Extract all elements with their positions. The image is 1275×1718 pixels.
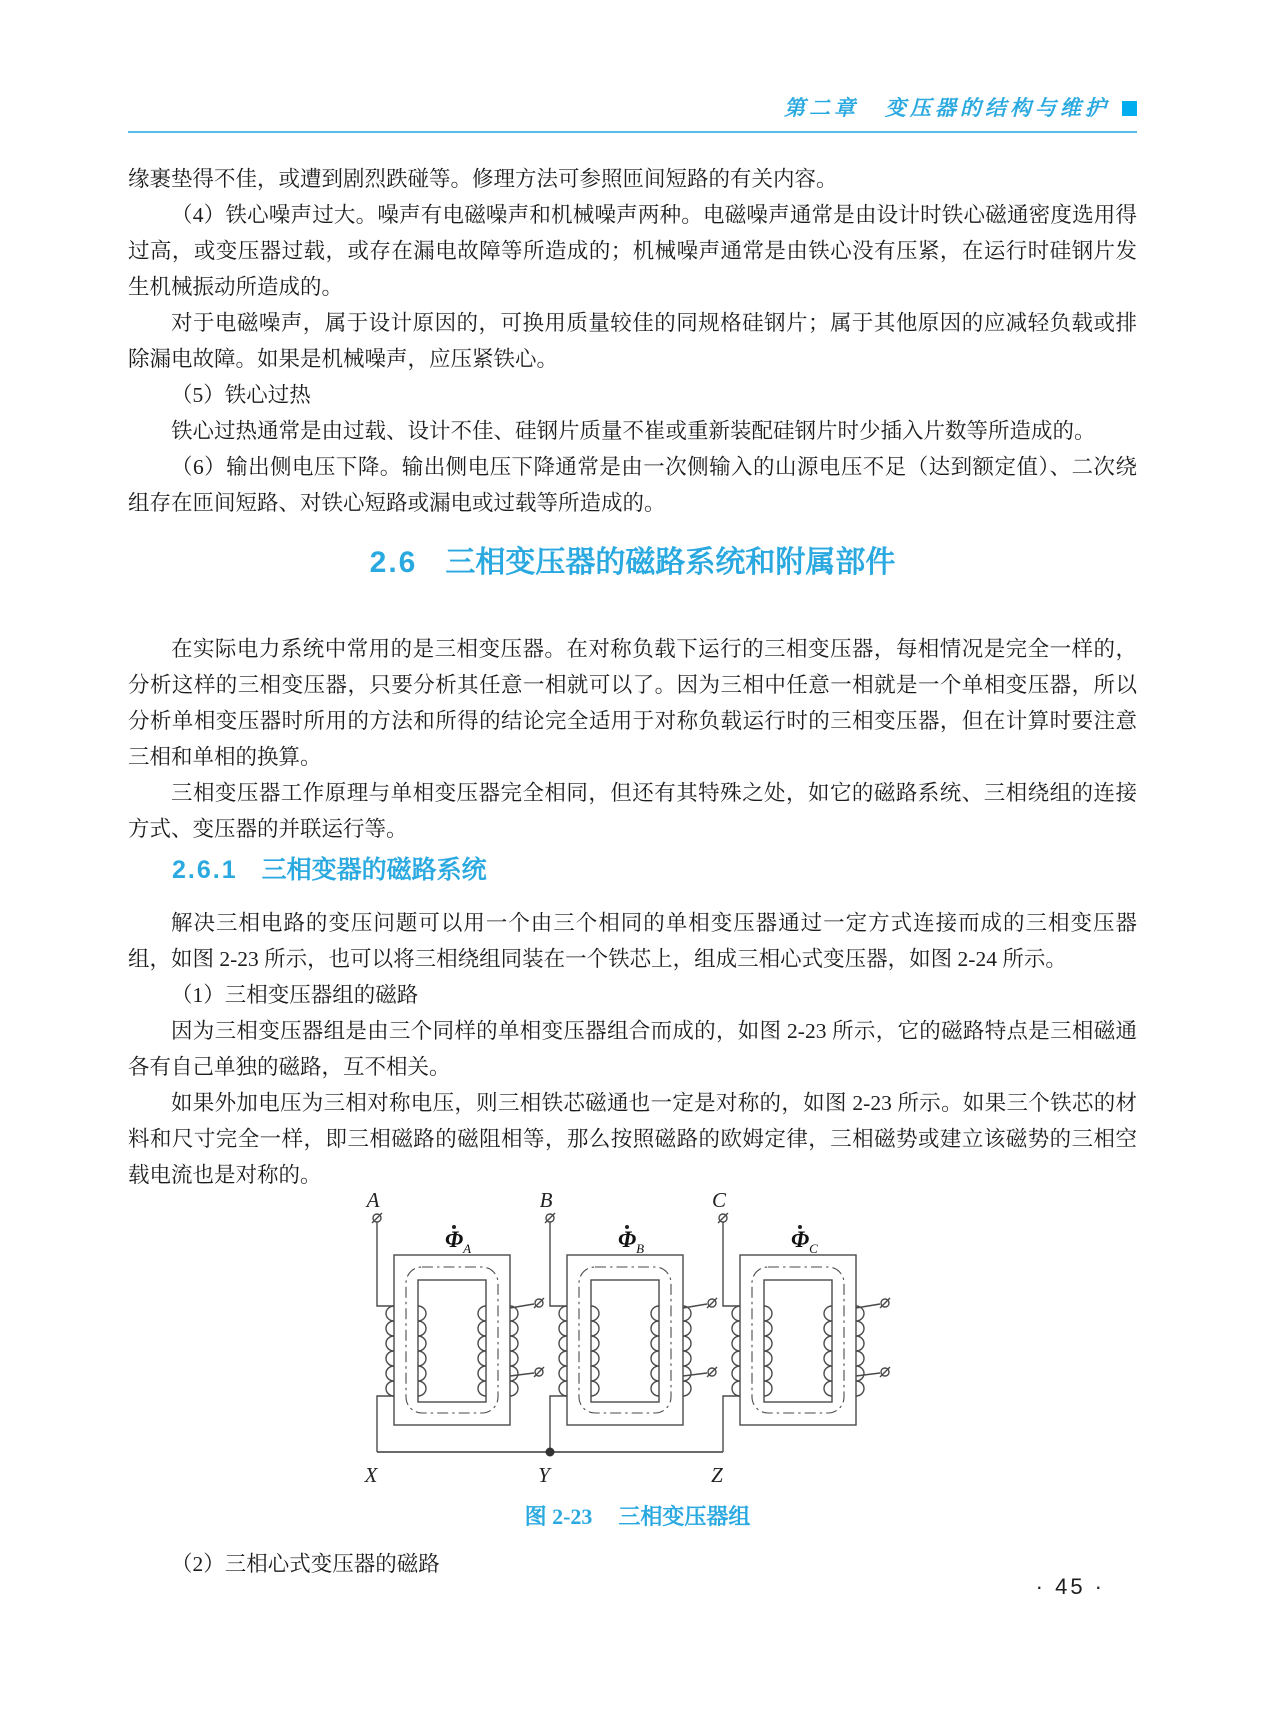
neutral-lead xyxy=(377,1396,394,1452)
neutral-label: Z xyxy=(711,1463,723,1487)
core-window xyxy=(418,1280,486,1402)
neutral-label: Y xyxy=(538,1463,550,1487)
core-window xyxy=(764,1280,832,1402)
three-phase-transformer-bank-diagram xyxy=(0,1187,1275,1492)
neutral-label: X xyxy=(364,1463,378,1487)
junction-dot-icon xyxy=(546,1448,555,1457)
paragraph: （2）三相心式变压器的磁路 xyxy=(171,1552,440,1576)
paragraph: 因为三相变压器组是由三个同样的单相变压器组合而成的，如图 2-23 所示，它的磁路特点是三相磁通各有自己单独的磁路，互不相关。 xyxy=(128,1019,1137,1079)
chapter-marker-square-icon xyxy=(1122,101,1137,116)
primary-lead xyxy=(723,1222,740,1306)
section-title: 三相变压器的磁路系统和附属部件 xyxy=(445,546,896,579)
paragraph-group-intro xyxy=(128,631,1137,847)
flux-label: $\Phi_C$ xyxy=(791,1227,818,1256)
secondary-lead-bottom xyxy=(510,1373,534,1376)
line-label: B xyxy=(539,1188,553,1212)
secondary-lead-bottom xyxy=(683,1373,707,1376)
section-number: 2.6 xyxy=(369,546,418,579)
primary-lead xyxy=(377,1222,394,1306)
section-heading xyxy=(128,543,1137,583)
paragraph: （5）铁心过热 xyxy=(171,383,311,407)
paragraph: 解决三相电路的变压问题可以用一个由三个相同的单相变压器通过一定方式连接而成的三相变压器组，如图 2-23 所示，也可以将三相绕组同装在一个铁芯上，组成三相心式变压器，如图 2-24 所示。 xyxy=(128,911,1137,971)
transformer-phase-B xyxy=(538,1188,717,1487)
paragraph: （4）铁心噪声过大。噪声有电磁噪声和机械噪声两种。电磁噪声通常是由设计时铁心磁通密度选用得过高，或变压器过载，或存在漏电故障等所造成的；机械噪声通常是由铁心没有压紧，在运行时硅钢片发生机械振动所造成的。 xyxy=(128,203,1137,299)
flux-label: $\Phi_B$ xyxy=(618,1227,645,1256)
figure-caption-label: 图 2-23 xyxy=(524,1504,593,1529)
paragraph: （1）三相变压器组的磁路 xyxy=(171,983,419,1007)
page-number: · 45 · xyxy=(1035,1574,1105,1599)
page-header xyxy=(128,0,1137,133)
subsection-heading xyxy=(128,853,1137,887)
post-figure-text xyxy=(128,1546,1137,1582)
subsection-title: 三相变器的磁路系统 xyxy=(261,856,487,884)
paragraph-group-magnetic-circuit xyxy=(128,905,1137,1193)
paragraph: 三相变压器工作原理与单相变压器完全相同，但还有其特殊之处，如它的磁路系统、三相绕组的连接方式、变压器的并联运行等。 xyxy=(128,781,1137,841)
secondary-lead-top xyxy=(510,1304,534,1308)
neutral-lead xyxy=(550,1396,567,1452)
flux-label: $\Phi_A$ xyxy=(445,1227,472,1256)
line-label: A xyxy=(366,1188,380,1212)
subsection-number: 2.6.1 xyxy=(172,856,238,884)
chapter-number: 第二章 xyxy=(784,96,859,120)
figure-2-23 xyxy=(0,1187,1275,1532)
chapter-title: 变压器的结构与维护 xyxy=(885,96,1110,120)
paragraph: 铁心过热通常是由过载、设计不佳、硅钢片质量不崔或重新装配硅钢片时少插入片数等所造成的。 xyxy=(171,419,1096,443)
neutral-lead xyxy=(723,1396,740,1452)
paragraph: 如果外加电压为三相对称电压，则三相铁芯磁通也一定是对称的，如图 2-23 所示。如果三个铁芯的材料和尺寸完全一样，即三相磁路的磁阻相等，那么按照磁路的欧姆定律，三相磁势或建立该磁势的三相空载电流也是对称的。 xyxy=(128,1091,1137,1187)
figure-caption-title: 三相变压器组 xyxy=(618,1504,751,1529)
paragraph: 缘裹垫得不佳，或遭到剧烈跌碰等。修理方法可参照匝间短路的有关内容。 xyxy=(128,167,838,191)
transformer-phase-A xyxy=(364,1188,544,1487)
secondary-lead-top xyxy=(683,1304,707,1308)
core-window xyxy=(591,1280,659,1402)
paragraph: （6）输出侧电压下降。输出侧电压下降通常是由一次侧输入的山源电压不足（达到额定值）、二次绕组存在匝间短路、对铁心短路或漏电或过载等所造成的。 xyxy=(128,455,1137,515)
primary-lead xyxy=(550,1222,567,1306)
paragraph-group-core-type xyxy=(128,1546,1137,1582)
flux-path xyxy=(406,1267,498,1413)
transformer-phase-C xyxy=(711,1188,890,1487)
flux-path xyxy=(579,1267,671,1413)
paragraph-group-troubleshooting xyxy=(128,161,1137,521)
secondary-lead-top xyxy=(856,1304,880,1308)
line-label: C xyxy=(711,1188,727,1212)
paragraph: 在实际电力系统中常用的是三相变压器。在对称负载下运行的三相变压器，每相情况是完全一样的，分析这样的三相变压器，只要分析其任意一相就可以了。因为三相中任意一相就是一个单相变压器，所以分析单相变压器时所用的方法和所得的结论完全适用于对称负载运行时的三相变压器，但在计算时要注意三相和单相的换算。 xyxy=(128,637,1137,769)
secondary-lead-bottom xyxy=(856,1373,880,1376)
figure-caption xyxy=(0,1502,1275,1532)
main-text xyxy=(128,161,1137,1193)
flux-path xyxy=(752,1267,844,1413)
paragraph: 对于电磁噪声，属于设计原因的，可换用质量较佳的同规格硅钢片；属于其他原因的应减轻负载或排除漏电故障。如果是机械噪声，应压紧铁心。 xyxy=(128,311,1137,371)
